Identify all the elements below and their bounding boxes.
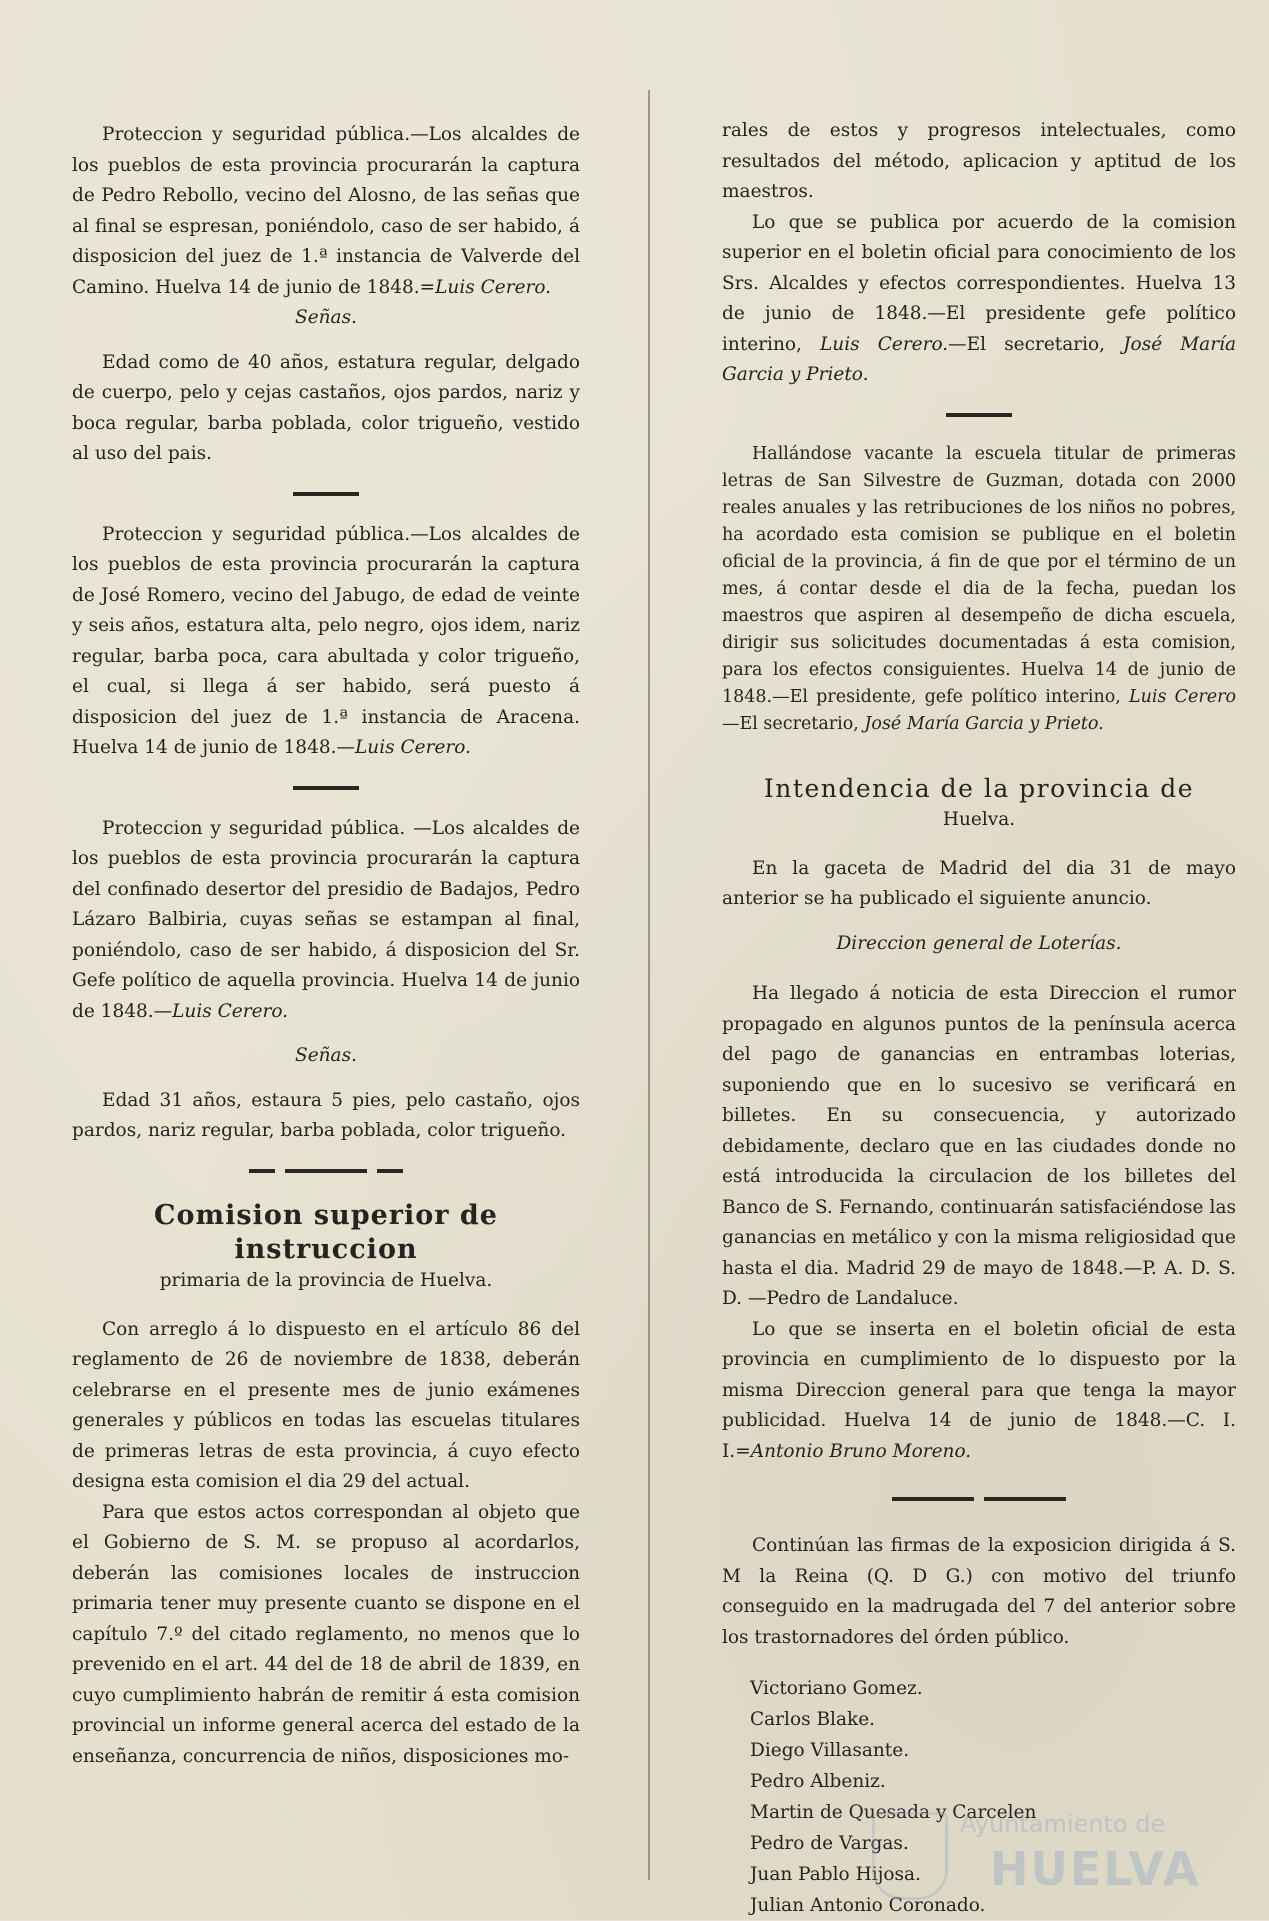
signatory-name: Diego Villasante.	[750, 1740, 910, 1761]
comision-subtitle: primaria de la provincia de Huelva.	[159, 1269, 493, 1291]
signatory-name: Pedro Albeniz.	[750, 1771, 886, 1792]
senas-heading: Señas.	[295, 307, 357, 328]
right-column	[722, 116, 1236, 1921]
intendencia-title: Intendencia de la provincia de	[763, 773, 1195, 803]
intendencia-paragraph-3	[722, 1315, 1236, 1468]
signature: Antonio Bruno Moreno.	[750, 1440, 972, 1462]
notice-text: Proteccion y seguridad pública. —Los alcaldes de los pueblos de esta provincia procurarán la captura del confinado desertor del presidio de Badajos, Pedro Lázaro Balbiria, cuyas señas se estampan al final, poniéndolo, caso de ser habido, á disposicion del Sr. Gefe político de aquella provincia. Huelva 14 de junio de 1848.—	[72, 817, 580, 1022]
notice-text: Proteccion y seguridad pública.—Los alcaldes de los pueblos de esta provincia procurarán la captura de José Romero, vecino del Jabugo, de edad de veinte y seis años, estatura alta, pelo negro, ojos idem, nariz regular, barba poca, cara abultada y color trigueño, el cual, si llega á ser habido, será puesto á disposicion del juez de 1.ª instancia de Aracena. Huelva 14 de junio de 1848.—	[72, 523, 580, 758]
signature: José María Garcia y Prieto.	[722, 333, 1236, 385]
secretary-label: —El secretario,	[948, 333, 1124, 355]
ayuntamiento-watermark	[872, 1808, 1202, 1898]
notice-jose-romero	[72, 520, 580, 764]
section-rule-long	[722, 1497, 1236, 1501]
notice-pedro-lazaro	[72, 814, 580, 1028]
comision-paragraph-2: Para que estos actos correspondan al objeto que el Gobierno de S. M. se propuso al acordarlos, deberán las comisiones locales de instruccion primaria tener muy presente cuanto se dispone en el capítulo 7.º del citado reglamento, no menos que lo prevenido en el art. 44 del de 18 de abril de 1839, en cuyo cumplimiento habrán de remitir á esta comision provincial un informe general acerca del estado de la enseñanza, concurrencia de niños, disposiciones mo-	[72, 1501, 580, 1767]
signature: Luis Cerero.	[435, 276, 552, 298]
intendencia-paragraph-1: En la gaceta de Madrid del dia 31 de mayo anterior se ha publicado el siguiente anuncio.	[722, 857, 1236, 909]
section-rule	[293, 786, 359, 790]
senas-heading: Señas.	[295, 1045, 357, 1066]
firmas-intro: Continúan las firmas de la exposicion dirigida á S. M la Reina (Q. D G.) con motivo del triunfo conseguido en la madrugada del 7 del anterior sobre los trastornadores del órden público.	[722, 1535, 1236, 1648]
signature: Luis Cerero.	[355, 737, 471, 758]
intendencia-text: Lo que se inserta en el boletin oficial de esta provincia en cumplimiento de lo dispuesto por la misma Direccion general para que tenga la mayor publicidad. Huelva 14 de junio de 1848.—C. I. I.=	[722, 1318, 1236, 1462]
column-divider	[648, 90, 650, 1880]
signatory-name: Carlos Blake.	[750, 1709, 876, 1730]
signature: Luis Cerero	[1128, 686, 1236, 707]
signatory-name: Victoriano Gomez.	[750, 1678, 923, 1699]
senas-text: Edad 31 años, estaura 5 pies, pelo castaño, ojos pardos, nariz regular, barba poblada, color trigueño.	[72, 1089, 580, 1141]
intendencia-subtitle: Huelva.	[942, 808, 1016, 830]
watermark-small-text: Ayuntamiento de	[960, 1810, 1166, 1838]
section-rule-long	[72, 1169, 580, 1173]
watermark-big-text: HUELVA	[990, 1842, 1201, 1896]
section-rule	[293, 492, 359, 496]
escuela-text: Hallándose vacante la escuela titular de primeras letras de San Silvestre de Guzman, dotada con 2000 reales anuales y las retribuciones de los niños no pobres, ha acordado esta comision se publique en el boletin oficial de la provincia, á fin de que por el término de un mes, á contar desde el dia de la fecha, puedan los maestros que aspiren al desempeño de dicha escuela, dirigir sus solicitudes documentadas á esta comision, para los efectos consiguientes. Huelva 14 de junio de 1848.—El presidente, gefe político interino,	[722, 443, 1236, 707]
comision-title: Comision superior de instruccion	[154, 1199, 498, 1265]
coat-of-arms-icon	[872, 1812, 948, 1900]
signature: José María Garcia y Prieto.	[864, 713, 1104, 734]
signatory-name: Juan Pablo Hijosa.	[750, 1864, 921, 1885]
secretary-label: —El secretario,	[722, 713, 865, 734]
notice-text: Proteccion y seguridad pública.—Los alcaldes de los pueblos de esta provincia procurarán la captura de Pedro Rebollo, vecino del Alosno, de las señas que al final se espresan, poniéndolo, caso de ser habido, á disposicion del juez de 1.ª instancia de Valverde del Camino. Huelva 14 de junio de 1848.=	[72, 124, 580, 298]
continued-text: rales de estos y progresos intelectuales, como resultados del método, aplicacion y aptitud de los maestros.	[722, 120, 1236, 202]
signature: Luis Cerero.	[820, 333, 949, 355]
acuerdo-text: Lo que se publica por acuerdo de la comision superior en el boletin oficial para conocimiento de los Srs. Alcaldes y efectos correspondientes. Huelva 13 de junio de 1848.—El presidente gefe político interino,	[722, 211, 1236, 355]
notice-pedro-rebollo	[72, 120, 580, 303]
signatory-name: Pedro de Vargas.	[750, 1833, 909, 1854]
escuela-paragraph	[722, 441, 1236, 738]
left-column	[72, 120, 580, 1772]
direccion-heading: Direccion general de Loterías.	[836, 932, 1122, 954]
acuerdo-paragraph	[722, 208, 1236, 391]
intendencia-paragraph-2: Ha llegado á noticia de esta Direccion el rumor propagado en algunos puntos de la península acerca del pago de ganancias en entrambas loterias, suponiendo que en lo sucesivo se verificará en billetes. En su consecuencia, y autorizado debidamente, declaro que en las ciudades donde no está introducida la circulacion de los billetes del Banco de S. Fernando, continuarán satisfaciéndose las ganancias en metálico y con la misma religiosidad que hasta el dia. Madrid 29 de mayo de 1848.—P. A. D. S. D. —Pedro de Landaluce.	[722, 983, 1236, 1309]
signature: Luis Cerero.	[172, 1000, 289, 1022]
signatory-name: Julian Antonio Coronado.	[750, 1895, 986, 1916]
comision-paragraph-1: Con arreglo á lo dispuesto en el artículo 86 del reglamento de 26 de noviembre de 1838, deberán celebrarse en el presente mes de junio exámenes generales y públicos en todas las escuelas titulares de primeras letras de esta provincia, á cuyo efecto designa esta comision el dia 29 del actual.	[72, 1318, 580, 1492]
senas-text: Edad como de 40 años, estatura regular, delgado de cuerpo, pelo y cejas castaños, ojos pardos, nariz y boca regular, barba poblada, color trigueño, vestido al uso del pais.	[72, 351, 580, 464]
signatory-name: Martin de Quesada y Carcelen	[750, 1802, 1037, 1823]
section-rule	[946, 413, 1012, 417]
